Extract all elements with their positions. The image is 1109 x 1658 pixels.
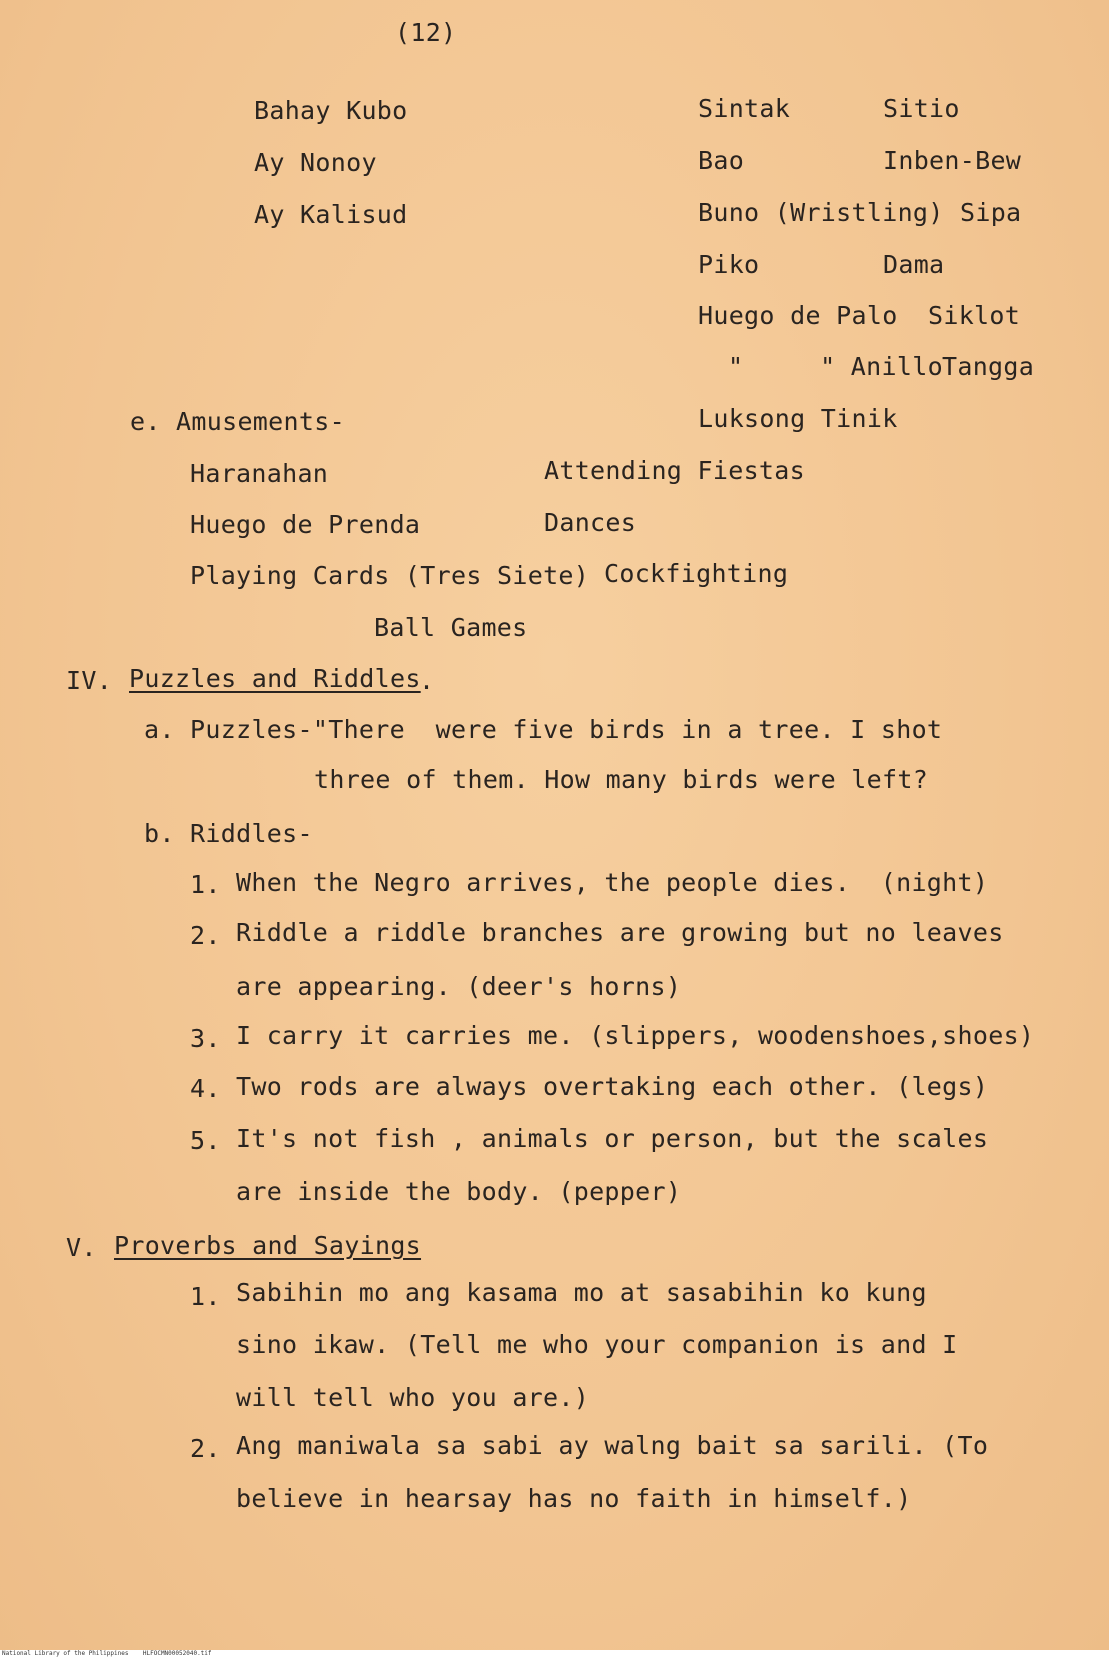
proverb-line: believe in hearsay has no faith in himself.) bbox=[236, 1484, 912, 1513]
amusement-item: Haranahan bbox=[190, 459, 329, 488]
amusement-item: Cockfighting bbox=[604, 559, 789, 588]
section-iv-period: . bbox=[419, 666, 435, 695]
puzzle-line: three of them. How many birds were left? bbox=[314, 765, 929, 794]
proverb-line: sino ikaw. (Tell me who your companion is and I bbox=[236, 1330, 958, 1359]
amusement-item: Attending Fiestas bbox=[544, 456, 805, 485]
game-item: Sipa bbox=[960, 198, 1022, 227]
amusement-item: Dances bbox=[544, 508, 637, 537]
game-item: Buno (Wristling) bbox=[698, 198, 944, 227]
game-item: Inben-Bew bbox=[883, 146, 1022, 175]
game-item: Bao bbox=[698, 146, 745, 175]
section-v-number: V. bbox=[66, 1233, 97, 1262]
riddle-line: It's not fish , animals or person, but the scales bbox=[236, 1124, 989, 1153]
game-item: Sitio bbox=[883, 94, 960, 123]
riddle-line: Two rods are always overtaking each other. (legs) bbox=[236, 1072, 989, 1101]
proverb-line: Sabihin mo ang kasama mo at sasabihin ko kung bbox=[236, 1278, 927, 1307]
puzzle-line: a. Puzzles-"There were five birds in a tree. I shot bbox=[144, 715, 943, 744]
game-item: Siklot bbox=[928, 301, 1021, 330]
game-item: " " Anillo bbox=[728, 352, 943, 381]
riddles-heading: b. Riddles- bbox=[144, 819, 313, 848]
section-iv-heading: Puzzles and Riddles bbox=[129, 664, 421, 693]
page-number: (12) bbox=[395, 18, 457, 47]
amusements-heading: e. Amusements- bbox=[130, 407, 345, 436]
proverb-line: will tell who you are.) bbox=[236, 1383, 590, 1412]
game-item: Sintak bbox=[698, 94, 791, 123]
song-item: Ay Kalisud bbox=[254, 200, 408, 229]
amusement-item: Ball Games bbox=[374, 613, 528, 642]
game-item: Luksong Tinik bbox=[698, 404, 898, 433]
riddle-number: 5. bbox=[190, 1126, 221, 1155]
riddle-line: are inside the body. (pepper) bbox=[236, 1177, 682, 1206]
riddle-line: When the Negro arrives, the people dies. (night) bbox=[236, 868, 989, 897]
amusement-item: Huego de Prenda bbox=[190, 510, 421, 539]
section-iv-number: IV. bbox=[66, 666, 113, 695]
proverb-line: Ang maniwala sa sabi ay walng bait sa sarili. (To bbox=[236, 1431, 989, 1460]
game-item: Dama bbox=[883, 250, 945, 279]
riddle-number: 2. bbox=[190, 921, 221, 950]
game-item: Piko bbox=[698, 250, 760, 279]
game-item: Huego de Palo bbox=[698, 301, 898, 330]
riddle-line: are appearing. (deer's horns) bbox=[236, 972, 682, 1001]
riddle-line: I carry it carries me. (slippers, woodenshoes,shoes) bbox=[236, 1021, 1035, 1050]
amusement-item: Playing Cards (Tres Siete) bbox=[190, 561, 590, 590]
footer-text: National Library of the Philippines HLFOCMN00052040.tif bbox=[2, 1650, 212, 1657]
section-v-heading: Proverbs and Sayings bbox=[114, 1231, 422, 1260]
game-item: Tangga bbox=[942, 352, 1035, 381]
riddle-number: 4. bbox=[190, 1074, 221, 1103]
riddle-number: 3. bbox=[190, 1024, 221, 1053]
scan-footer bbox=[0, 1650, 1109, 1658]
riddle-line: Riddle a riddle branches are growing but no leaves bbox=[236, 918, 1004, 947]
song-item: Bahay Kubo bbox=[254, 96, 408, 125]
song-item: Ay Nonoy bbox=[254, 148, 377, 177]
riddle-number: 1. bbox=[190, 870, 221, 899]
proverb-number: 1. bbox=[190, 1282, 221, 1311]
proverb-number: 2. bbox=[190, 1434, 221, 1463]
